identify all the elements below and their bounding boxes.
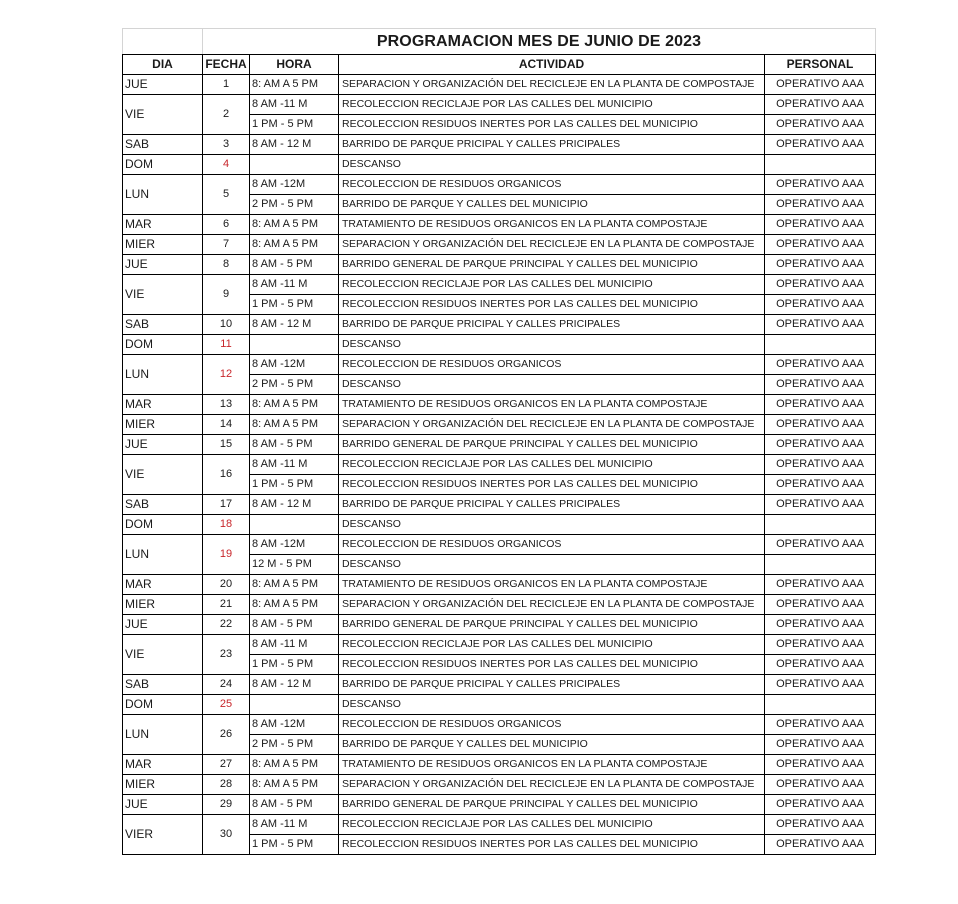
cell-personal[interactable]: OPERATIVO AAA: [765, 415, 876, 435]
page-title: PROGRAMACION MES DE JUNIO DE 2023: [203, 29, 876, 55]
cell-hora[interactable]: 8: AM A 5 PM: [250, 755, 339, 775]
cell-dia[interactable]: DOM: [123, 515, 203, 535]
cell-fecha[interactable]: 21: [203, 595, 250, 615]
cell-actividad[interactable]: BARRIDO DE PARQUE Y CALLES DEL MUNICIPIO: [339, 735, 765, 755]
cell-personal[interactable]: OPERATIVO AAA: [765, 395, 876, 415]
cell-hora[interactable]: [250, 155, 339, 175]
cell-personal[interactable]: OPERATIVO AAA: [765, 495, 876, 515]
cell-fecha[interactable]: 7: [203, 235, 250, 255]
cell-personal[interactable]: OPERATIVO AAA: [765, 575, 876, 595]
table-row: [123, 495, 876, 515]
cell-hora[interactable]: 8 AM -12M: [250, 715, 339, 735]
cell-personal[interactable]: OPERATIVO AAA: [765, 655, 876, 675]
cell-personal[interactable]: OPERATIVO AAA: [765, 315, 876, 335]
cell-fecha[interactable]: 26: [203, 715, 250, 755]
cell-actividad[interactable]: RECOLECCION DE RESIDUOS ORGANICOS: [339, 355, 765, 375]
cell-personal[interactable]: [765, 515, 876, 535]
title-row: [123, 29, 876, 55]
table-row: [123, 795, 876, 815]
cell-personal[interactable]: [765, 555, 876, 575]
cell-hora[interactable]: 8 AM -11 M: [250, 635, 339, 655]
cell-personal[interactable]: [765, 335, 876, 355]
cell-fecha[interactable]: 17: [203, 495, 250, 515]
cell-fecha[interactable]: 27: [203, 755, 250, 775]
cell-fecha[interactable]: 20: [203, 575, 250, 595]
cell-actividad[interactable]: RECOLECCION DE RESIDUOS ORGANICOS: [339, 175, 765, 195]
cell-fecha[interactable]: 9: [203, 275, 250, 315]
cell-personal[interactable]: OPERATIVO AAA: [765, 435, 876, 455]
column-header-row: [123, 55, 876, 75]
cell-personal[interactable]: OPERATIVO AAA: [765, 455, 876, 475]
cell-personal[interactable]: OPERATIVO AAA: [765, 615, 876, 635]
cell-hora[interactable]: [250, 335, 339, 355]
cell-actividad[interactable]: TRATAMIENTO DE RESIDUOS ORGANICOS EN LA PLANTA COMPOSTAJE: [339, 755, 765, 775]
cell-personal[interactable]: OPERATIVO AAA: [765, 835, 876, 855]
table-row: [123, 175, 876, 195]
cell-hora[interactable]: 2 PM - 5 PM: [250, 195, 339, 215]
cell-dia[interactable]: LUN: [123, 175, 203, 215]
cell-actividad[interactable]: BARRIDO DE PARQUE PRICIPAL Y CALLES PRICIPALES: [339, 495, 765, 515]
cell-fecha[interactable]: 25: [203, 695, 250, 715]
schedule-table: [122, 28, 876, 855]
cell-hora[interactable]: 8: AM A 5 PM: [250, 775, 339, 795]
cell-hora[interactable]: [250, 515, 339, 535]
cell-dia[interactable]: VIE: [123, 455, 203, 495]
cell-fecha[interactable]: 24: [203, 675, 250, 695]
cell-hora[interactable]: 8: AM A 5 PM: [250, 595, 339, 615]
cell-personal[interactable]: OPERATIVO AAA: [765, 755, 876, 775]
cell-fecha[interactable]: 22: [203, 615, 250, 635]
cell-actividad[interactable]: SEPARACION Y ORGANIZACIÓN DEL RECICLEJE EN LA PLANTA DE COMPOSTAJE: [339, 235, 765, 255]
cell-fecha[interactable]: 12: [203, 355, 250, 395]
cell-personal[interactable]: OPERATIVO AAA: [765, 775, 876, 795]
cell-actividad[interactable]: DESCANSO: [339, 695, 765, 715]
cell-fecha[interactable]: 6: [203, 215, 250, 235]
cell-actividad[interactable]: RECOLECCION RESIDUOS INERTES POR LAS CALLES DEL MUNICIPIO: [339, 655, 765, 675]
cell-hora[interactable]: 8 AM - 5 PM: [250, 795, 339, 815]
table-row: [123, 255, 876, 275]
header-personal: PERSONAL: [765, 55, 876, 75]
cell-hora[interactable]: [250, 695, 339, 715]
cell-hora[interactable]: 8: AM A 5 PM: [250, 575, 339, 595]
cell-actividad[interactable]: SEPARACION Y ORGANIZACIÓN DEL RECICLEJE EN LA PLANTA DE COMPOSTAJE: [339, 775, 765, 795]
table-row: [123, 615, 876, 635]
header-dia: DIA: [123, 55, 203, 75]
cell-dia[interactable]: MIER: [123, 595, 203, 615]
cell-fecha[interactable]: 5: [203, 175, 250, 215]
cell-dia[interactable]: SAB: [123, 315, 203, 335]
cell-dia[interactable]: JUE: [123, 255, 203, 275]
cell-fecha[interactable]: 19: [203, 535, 250, 575]
cell-hora[interactable]: 8: AM A 5 PM: [250, 75, 339, 95]
cell-dia[interactable]: VIE: [123, 635, 203, 675]
cell-personal[interactable]: OPERATIVO AAA: [765, 475, 876, 495]
cell-actividad[interactable]: RECOLECCION RECICLAJE POR LAS CALLES DEL MUNICIPIO: [339, 275, 765, 295]
cell-actividad[interactable]: TRATAMIENTO DE RESIDUOS ORGANICOS EN LA PLANTA COMPOSTAJE: [339, 215, 765, 235]
cell-dia[interactable]: MIER: [123, 415, 203, 435]
cell-personal[interactable]: OPERATIVO AAA: [765, 215, 876, 235]
cell-fecha[interactable]: 2: [203, 95, 250, 135]
table-row: [123, 635, 876, 655]
cell-dia[interactable]: JUE: [123, 795, 203, 815]
cell-actividad[interactable]: BARRIDO DE PARQUE Y CALLES DEL MUNICIPIO: [339, 195, 765, 215]
cell-fecha[interactable]: 15: [203, 435, 250, 455]
table-row: [123, 535, 876, 555]
cell-hora[interactable]: 8: AM A 5 PM: [250, 395, 339, 415]
cell-actividad[interactable]: BARRIDO GENERAL DE PARQUE PRINCIPAL Y CALLES DEL MUNICIPIO: [339, 795, 765, 815]
cell-hora[interactable]: 8 AM - 12 M: [250, 495, 339, 515]
cell-hora[interactable]: 8 AM - 5 PM: [250, 255, 339, 275]
cell-personal[interactable]: OPERATIVO AAA: [765, 195, 876, 215]
cell-personal[interactable]: OPERATIVO AAA: [765, 355, 876, 375]
table-row: [123, 75, 876, 95]
cell-actividad[interactable]: RECOLECCION RESIDUOS INERTES POR LAS CALLES DEL MUNICIPIO: [339, 835, 765, 855]
cell-actividad[interactable]: SEPARACION Y ORGANIZACIÓN DEL RECICLEJE EN LA PLANTA DE COMPOSTAJE: [339, 415, 765, 435]
cell-hora[interactable]: 8 AM - 12 M: [250, 315, 339, 335]
cell-actividad[interactable]: DESCANSO: [339, 375, 765, 395]
schedule-body: [123, 29, 876, 855]
cell-dia[interactable]: DOM: [123, 695, 203, 715]
cell-personal[interactable]: OPERATIVO AAA: [765, 175, 876, 195]
cell-actividad[interactable]: DESCANSO: [339, 335, 765, 355]
cell-hora[interactable]: 1 PM - 5 PM: [250, 115, 339, 135]
table-row: [123, 215, 876, 235]
cell-actividad[interactable]: RECOLECCION RECICLAJE POR LAS CALLES DEL MUNICIPIO: [339, 815, 765, 835]
cell-actividad[interactable]: RECOLECCION RECICLAJE POR LAS CALLES DEL MUNICIPIO: [339, 95, 765, 115]
cell-fecha[interactable]: 3: [203, 135, 250, 155]
cell-actividad[interactable]: TRATAMIENTO DE RESIDUOS ORGANICOS EN LA PLANTA COMPOSTAJE: [339, 395, 765, 415]
cell-fecha[interactable]: 18: [203, 515, 250, 535]
schedule-sheet: [122, 28, 876, 855]
title-empty-cell: [123, 29, 203, 55]
cell-actividad[interactable]: BARRIDO GENERAL DE PARQUE PRINCIPAL Y CALLES DEL MUNICIPIO: [339, 255, 765, 275]
cell-personal[interactable]: OPERATIVO AAA: [765, 795, 876, 815]
cell-dia[interactable]: JUE: [123, 75, 203, 95]
cell-hora[interactable]: 8 AM -12M: [250, 175, 339, 195]
cell-hora[interactable]: 1 PM - 5 PM: [250, 835, 339, 855]
header-hora: HORA: [250, 55, 339, 75]
cell-personal[interactable]: OPERATIVO AAA: [765, 715, 876, 735]
cell-dia[interactable]: MAR: [123, 215, 203, 235]
cell-dia[interactable]: LUN: [123, 355, 203, 395]
cell-hora[interactable]: 8 AM -12M: [250, 535, 339, 555]
cell-personal[interactable]: OPERATIVO AAA: [765, 295, 876, 315]
cell-hora[interactable]: 8: AM A 5 PM: [250, 215, 339, 235]
cell-dia[interactable]: LUN: [123, 535, 203, 575]
cell-hora[interactable]: 2 PM - 5 PM: [250, 375, 339, 395]
cell-actividad[interactable]: DESCANSO: [339, 555, 765, 575]
cell-fecha[interactable]: 30: [203, 815, 250, 855]
cell-dia[interactable]: MAR: [123, 395, 203, 415]
cell-actividad[interactable]: SEPARACION Y ORGANIZACIÓN DEL RECICLEJE EN LA PLANTA DE COMPOSTAJE: [339, 595, 765, 615]
cell-personal[interactable]: OPERATIVO AAA: [765, 135, 876, 155]
cell-fecha[interactable]: 29: [203, 795, 250, 815]
table-row: [123, 435, 876, 455]
cell-dia[interactable]: MAR: [123, 755, 203, 775]
cell-hora[interactable]: 8 AM - 5 PM: [250, 435, 339, 455]
cell-hora[interactable]: 8 AM - 5 PM: [250, 615, 339, 635]
cell-hora[interactable]: 12 M - 5 PM: [250, 555, 339, 575]
table-row: [123, 575, 876, 595]
cell-actividad[interactable]: BARRIDO DE PARQUE PRICIPAL Y CALLES PRICIPALES: [339, 315, 765, 335]
cell-personal[interactable]: OPERATIVO AAA: [765, 275, 876, 295]
cell-dia[interactable]: DOM: [123, 335, 203, 355]
cell-personal[interactable]: OPERATIVO AAA: [765, 595, 876, 615]
cell-hora[interactable]: 1 PM - 5 PM: [250, 295, 339, 315]
cell-hora[interactable]: 1 PM - 5 PM: [250, 655, 339, 675]
table-row: [123, 775, 876, 795]
cell-personal[interactable]: OPERATIVO AAA: [765, 95, 876, 115]
table-row: [123, 815, 876, 835]
cell-dia[interactable]: VIER: [123, 815, 203, 855]
table-row: [123, 335, 876, 355]
cell-dia[interactable]: MIER: [123, 775, 203, 795]
cell-dia[interactable]: MIER: [123, 235, 203, 255]
cell-dia[interactable]: JUE: [123, 435, 203, 455]
cell-fecha[interactable]: 28: [203, 775, 250, 795]
table-row: [123, 275, 876, 295]
cell-actividad[interactable]: RECOLECCION RESIDUOS INERTES POR LAS CALLES DEL MUNICIPIO: [339, 115, 765, 135]
cell-personal[interactable]: OPERATIVO AAA: [765, 815, 876, 835]
table-row: [123, 135, 876, 155]
cell-fecha[interactable]: 11: [203, 335, 250, 355]
cell-fecha[interactable]: 10: [203, 315, 250, 335]
cell-actividad[interactable]: RECOLECCION RECICLAJE POR LAS CALLES DEL MUNICIPIO: [339, 455, 765, 475]
cell-actividad[interactable]: BARRIDO GENERAL DE PARQUE PRINCIPAL Y CALLES DEL MUNICIPIO: [339, 435, 765, 455]
cell-dia[interactable]: SAB: [123, 135, 203, 155]
cell-fecha[interactable]: 8: [203, 255, 250, 275]
table-row: [123, 415, 876, 435]
cell-personal[interactable]: [765, 695, 876, 715]
cell-dia[interactable]: JUE: [123, 615, 203, 635]
cell-personal[interactable]: OPERATIVO AAA: [765, 255, 876, 275]
cell-fecha[interactable]: 13: [203, 395, 250, 415]
cell-actividad[interactable]: DESCANSO: [339, 515, 765, 535]
cell-actividad[interactable]: BARRIDO DE PARQUE PRICIPAL Y CALLES PRICIPALES: [339, 135, 765, 155]
cell-actividad[interactable]: RECOLECCION RECICLAJE POR LAS CALLES DEL MUNICIPIO: [339, 635, 765, 655]
cell-dia[interactable]: VIE: [123, 95, 203, 135]
cell-personal[interactable]: OPERATIVO AAA: [765, 735, 876, 755]
cell-actividad[interactable]: RECOLECCION RESIDUOS INERTES POR LAS CALLES DEL MUNICIPIO: [339, 295, 765, 315]
table-row: [123, 715, 876, 735]
cell-personal[interactable]: [765, 155, 876, 175]
cell-hora[interactable]: 8 AM -11 M: [250, 815, 339, 835]
cell-hora[interactable]: 8 AM -11 M: [250, 95, 339, 115]
cell-dia[interactable]: MAR: [123, 575, 203, 595]
cell-personal[interactable]: OPERATIVO AAA: [765, 635, 876, 655]
cell-fecha[interactable]: 4: [203, 155, 250, 175]
table-row: [123, 455, 876, 475]
cell-dia[interactable]: DOM: [123, 155, 203, 175]
cell-personal[interactable]: OPERATIVO AAA: [765, 675, 876, 695]
cell-dia[interactable]: SAB: [123, 675, 203, 695]
table-row: [123, 695, 876, 715]
cell-hora[interactable]: 8: AM A 5 PM: [250, 415, 339, 435]
cell-dia[interactable]: VIE: [123, 275, 203, 315]
cell-dia[interactable]: SAB: [123, 495, 203, 515]
cell-hora[interactable]: 8 AM - 12 M: [250, 675, 339, 695]
table-row: [123, 595, 876, 615]
cell-actividad[interactable]: RECOLECCION DE RESIDUOS ORGANICOS: [339, 535, 765, 555]
table-row: [123, 95, 876, 115]
table-row: [123, 315, 876, 335]
table-row: [123, 155, 876, 175]
cell-personal[interactable]: OPERATIVO AAA: [765, 375, 876, 395]
cell-dia[interactable]: LUN: [123, 715, 203, 755]
cell-actividad[interactable]: DESCANSO: [339, 155, 765, 175]
header-actividad: ACTIVIDAD: [339, 55, 765, 75]
cell-actividad[interactable]: RECOLECCION RESIDUOS INERTES POR LAS CALLES DEL MUNICIPIO: [339, 475, 765, 495]
table-row: [123, 235, 876, 255]
header-fecha: FECHA: [203, 55, 250, 75]
cell-fecha[interactable]: 23: [203, 635, 250, 675]
cell-actividad[interactable]: SEPARACION Y ORGANIZACIÓN DEL RECICLEJE EN LA PLANTA DE COMPOSTAJE: [339, 75, 765, 95]
cell-hora[interactable]: 8 AM - 12 M: [250, 135, 339, 155]
cell-hora[interactable]: 8 AM -11 M: [250, 275, 339, 295]
cell-hora[interactable]: 8 AM -12M: [250, 355, 339, 375]
cell-fecha[interactable]: 1: [203, 75, 250, 95]
cell-hora[interactable]: 2 PM - 5 PM: [250, 735, 339, 755]
table-row: [123, 395, 876, 415]
cell-fecha[interactable]: 14: [203, 415, 250, 435]
cell-fecha[interactable]: 16: [203, 455, 250, 495]
cell-personal[interactable]: OPERATIVO AAA: [765, 535, 876, 555]
table-row: [123, 755, 876, 775]
table-row: [123, 675, 876, 695]
cell-personal[interactable]: OPERATIVO AAA: [765, 115, 876, 135]
cell-hora[interactable]: 8: AM A 5 PM: [250, 235, 339, 255]
cell-actividad[interactable]: TRATAMIENTO DE RESIDUOS ORGANICOS EN LA PLANTA COMPOSTAJE: [339, 575, 765, 595]
cell-hora[interactable]: 1 PM - 5 PM: [250, 475, 339, 495]
cell-actividad[interactable]: RECOLECCION DE RESIDUOS ORGANICOS: [339, 715, 765, 735]
cell-actividad[interactable]: BARRIDO GENERAL DE PARQUE PRINCIPAL Y CALLES DEL MUNICIPIO: [339, 615, 765, 635]
cell-personal[interactable]: OPERATIVO AAA: [765, 75, 876, 95]
cell-personal[interactable]: OPERATIVO AAA: [765, 235, 876, 255]
table-row: [123, 355, 876, 375]
cell-actividad[interactable]: BARRIDO DE PARQUE PRICIPAL Y CALLES PRICIPALES: [339, 675, 765, 695]
table-row: [123, 515, 876, 535]
cell-hora[interactable]: 8 AM -11 M: [250, 455, 339, 475]
